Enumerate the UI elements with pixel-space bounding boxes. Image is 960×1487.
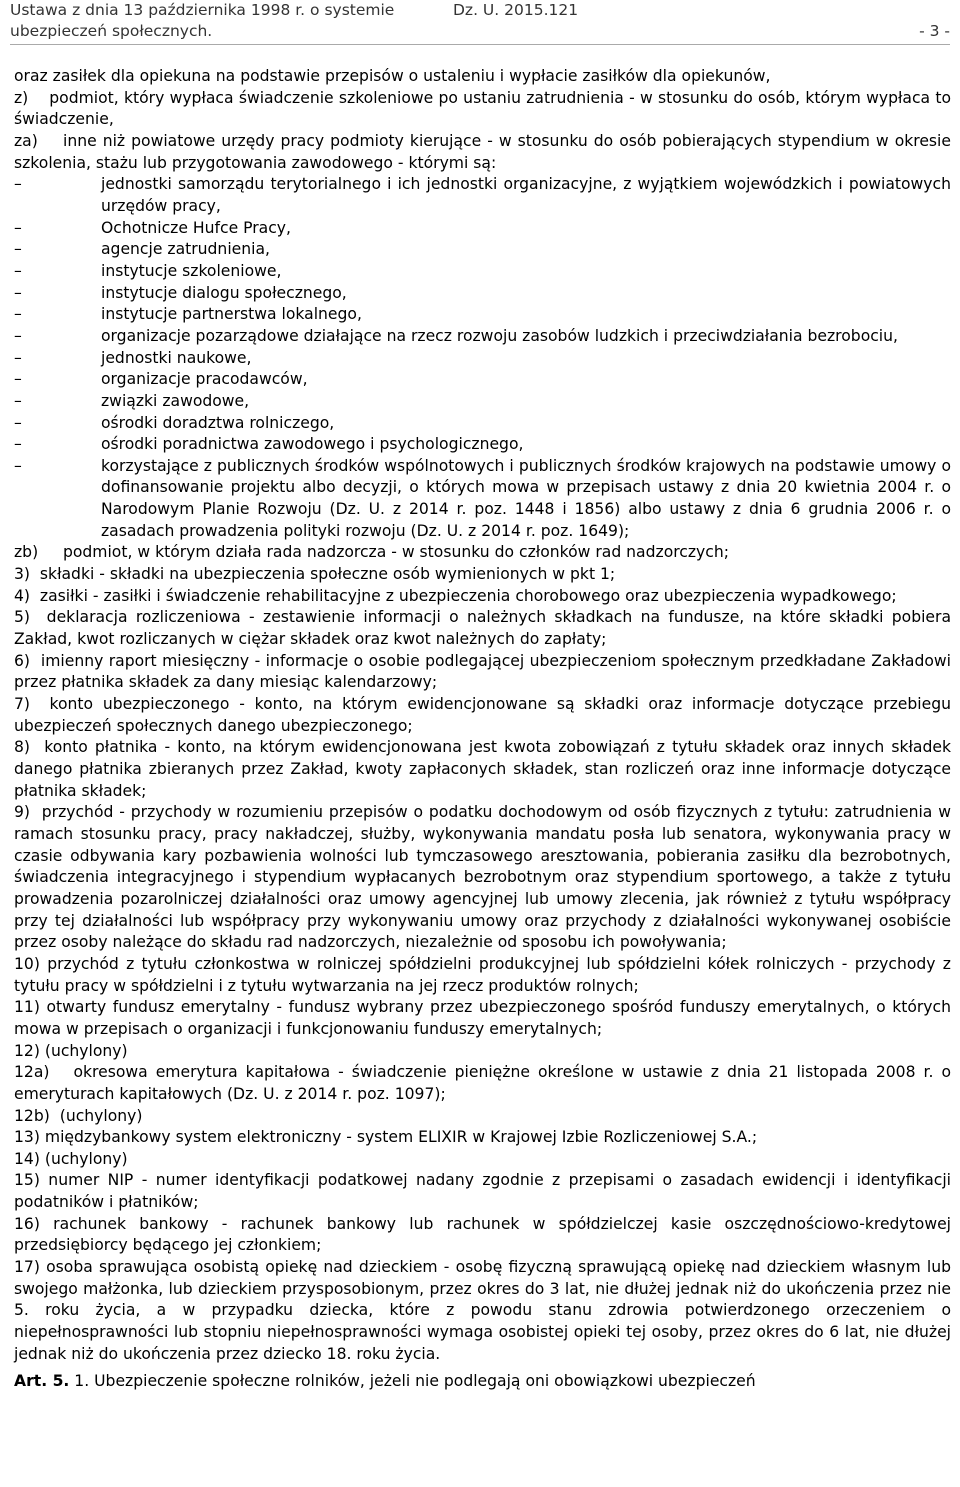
definition-item: 15) numer NIP - numer identyfikacji podatkowej nadany zgodnie z przepisami o zasadach ewidencji i identyfikacji podatników i płatników; <box>14 1171 951 1212</box>
page-header <box>10 0 950 45</box>
dash-bullet: – <box>14 261 22 280</box>
definition-item: 14) (uchylony) <box>14 1149 128 1168</box>
list-item: – instytucje dialogu społecznego, <box>14 283 951 305</box>
dash-bullet: – <box>14 370 22 389</box>
article-5-paragraph <box>14 1371 951 1393</box>
list-item: – Ochotnicze Hufce Pracy, <box>14 218 951 240</box>
dash-bullet: – <box>14 218 22 237</box>
list-item: – organizacje pozarządowe działające na rzecz rozwoju zasobów ludzkich i przeciwdziałania bezrobociu, <box>14 326 951 348</box>
definition-item: 17) osoba sprawująca osobistą opiekę nad dzieckiem - osobę fizyczną sprawującą opiekę nad dzieckiem własnym lub swojego małżonka, lub dzieckiem przysposobionym, przez okres do 3 lat, nie dłużej jednak niż do ukończenia przez nie 5. roku życia, a w przypadku dziecka, które z powodu stanu zdrowia potwierdzonego orzeczeniem o niepełnosprawności lub stopniu niepełnosprawności wymaga osobistej opieki tej osoby, przez okres do 6 lat, nie dłużej jednak niż do ukończenia przez dziecko 18. roku życia. <box>14 1258 951 1363</box>
dash-bullet: – <box>14 456 22 475</box>
point-label: za) <box>14 131 38 150</box>
header-title-line2: ubezpieczeń społecznych. <box>10 22 213 40</box>
page-number: - 3 - <box>919 22 950 40</box>
definition-item: 12) (uchylony) <box>14 1041 128 1060</box>
list-item: – instytucje partnerstwa lokalnego, <box>14 304 951 326</box>
dash-bullet: – <box>14 283 22 302</box>
definition-item: 12a) okresowa emerytura kapitałowa - świadczenie pieniężne określone w ustawie z dnia 21 listopada 2008 r. o emeryturach kapitałowych (Dz. U. z 2014 r. poz. 1097); <box>14 1063 951 1103</box>
dash-bullet: – <box>14 175 22 194</box>
paragraph-point-z: z) podmiot, który wypłaca świadczenie szkoleniowe po ustaniu zatrudnienia - w stosunku do osób, którym wypłaca to świadczenie, <box>14 88 951 129</box>
dash-bullet: – <box>14 391 22 410</box>
header-title-line1: Ustawa z dnia 13 października 1998 r. o systemie <box>10 1 395 19</box>
list-item: – jednostki samorządu terytorialnego i ich jednostki organizacyjne, z wyjątkiem wojewódzkich i powiatowych urzędów pracy, <box>14 175 951 215</box>
paragraph-point-za <box>14 131 951 174</box>
definition-item: 11) otwarty fundusz emerytalny - fundusz wybrany przez ubezpieczonego spośród funduszy emerytalnych, o których mowa w przepisach o organizacji i funkcjonowaniu funduszy emerytalnych; <box>14 998 951 1038</box>
dash-bullet: – <box>14 326 22 345</box>
definition-item: 10) przychód z tytułu członkostwa w rolniczej spółdzielni produkcyjnej lub spółdzielni kółek rolniczych - przychody z tytułu pracy w spółdzielni i z tytułu wytwarzania na jej rzecz produktów rolnych; <box>14 954 951 995</box>
point-text: inne niż powiatowe urzędy pracy podmioty kierujące - w stosunku do osób pobierających stypendium w okresie szkolenia, stażu lub przygotowania zawodowego - którymi są: <box>14 131 951 172</box>
paragraph-text: oraz zasiłek dla opiekuna na podstawie przepisów o ustaleniu i wypłacie zasiłków dla opiekunów, <box>14 67 771 85</box>
definition-item: 6) imienny raport miesięczny - informacje o osobie podlegającej ubezpieczeniom społecznym przedkładane Zakładowi przez płatnika składek za dany miesiąc kalendarzowy; <box>14 651 951 692</box>
definition-item: 9) przychód - przychody w rozumieniu przepisów o podatku dochodowym od osób fizycznych z tytułu: zatrudnienia w ramach stosunku pracy, pracy nakładczej, służby, wykonywania mandatu posła lub senatora, wykonywania pracy w czasie odbywania kary pozbawienia wolności lub tymczasowego aresztowania, pobierania zasiłku dla bezrobotnych, świadczenia integracyjnego i stypendium wypłacanych bezrobotnym oraz stypendium sportowego, a także z tytułu prowadzenia pozarolniczej działalności oraz umowy agencyjnej lub umowy zlecenia, jak również z tytułu współpracy przy tej działalności lub współpracy przy wykonywaniu umowy oraz przychody z działalności wykonywanej osobiście przez osoby należące do składu rad nadzorczych, niezależnie od sposobu ich powoływania; <box>14 803 951 952</box>
dash-bullet: – <box>14 305 22 324</box>
definition-item: 16) rachunek bankowy - rachunek bankowy lub rachunek w spółdzielczej kasie oszczędnościowo-kredytowej przedsiębiorcy będącego jej członkiem; <box>14 1214 951 1255</box>
dash-bullet: – <box>14 240 22 259</box>
dash-bullet: – <box>14 413 22 432</box>
list-item: – korzystające z publicznych środków wspólnotowych i publicznych środków krajowych na podstawie umowy o dofinansowanie projektu albo decyzji, o których mowa w przepisach ustawy z dnia 20 kwietnia 2004 r. o Narodowym Planie Rozwoju (Dz. U. z 2014 r. poz. 1448 i 1856) albo ustawy z dnia 6 grudnia 2006 r. o zasadach prowadzenia polityki rozwoju (Dz. U. z 2014 r. poz. 1649); <box>14 456 951 540</box>
dash-list <box>14 174 951 542</box>
dash-bullet: – <box>14 348 22 367</box>
article-label: Art. 5. <box>14 1372 70 1391</box>
definition-item: 7) konto ubezpieczonego - konto, na którym ewidencjonowane są składki oraz informacje dotyczące przebiegu ubezpieczeń społecznych danego ubezpieczonego; <box>14 695 951 735</box>
list-item: – instytucje szkoleniowe, <box>14 261 951 283</box>
definition-item: 12b) (uchylony) <box>14 1106 143 1125</box>
document-body <box>14 66 951 1393</box>
definition-item: 8) konto płatnika - konto, na którym ewidencjonowana jest kwota zobowiązań z tytułu składek oraz innych składek danego płatnika zbieranych przez Zakład, kwoty zapłaconych składek, stan rozliczeń oraz inne informacje dotyczące płatnika składek; <box>14 738 951 800</box>
definition-item: 5) deklaracja rozliczeniowa - zestawienie informacji o należnych składkach na fundusze, na które składki pobiera Zakład, kwot rozliczanych w ciężar składek oraz kwot należnych do zapłaty; <box>14 608 951 649</box>
dash-bullet: – <box>14 435 22 454</box>
list-item: – organizacje pracodawców, <box>14 369 951 391</box>
header-journal-reference: Dz. U. 2015.121 <box>453 1 579 19</box>
definition-item: 4) zasiłki - zasiłki i świadczenie rehabilitacyjne z ubezpieczenia chorobowego oraz ubezpieczenia wypadkowego; <box>14 586 897 605</box>
list-item: – ośrodki doradztwa rolniczego, <box>14 413 951 435</box>
definition-item: 3) składki - składki na ubezpieczenia społeczne osób wymienionych w pkt 1; <box>14 565 616 584</box>
paragraph-point-zb: zb) podmiot, w którym działa rada nadzorcza - w stosunku do członków rad nadzorczych; <box>14 543 729 562</box>
numbered-definitions <box>14 564 951 1365</box>
list-item: – jednostki naukowe, <box>14 348 951 370</box>
definition-item: 13) międzybankowy system elektroniczny - system ELIXIR w Krajowej Izbie Rozliczeniowej S.A.; <box>14 1128 758 1147</box>
list-item: – agencje zatrudnienia, <box>14 239 951 261</box>
article-text: 1. Ubezpieczenie społeczne rolników, jeżeli nie podlegają oni obowiązkowi ubezpieczeń <box>69 1372 756 1391</box>
list-item: – związki zawodowe, <box>14 391 951 413</box>
list-item: – ośrodki poradnictwa zawodowego i psychologicznego, <box>14 434 951 456</box>
